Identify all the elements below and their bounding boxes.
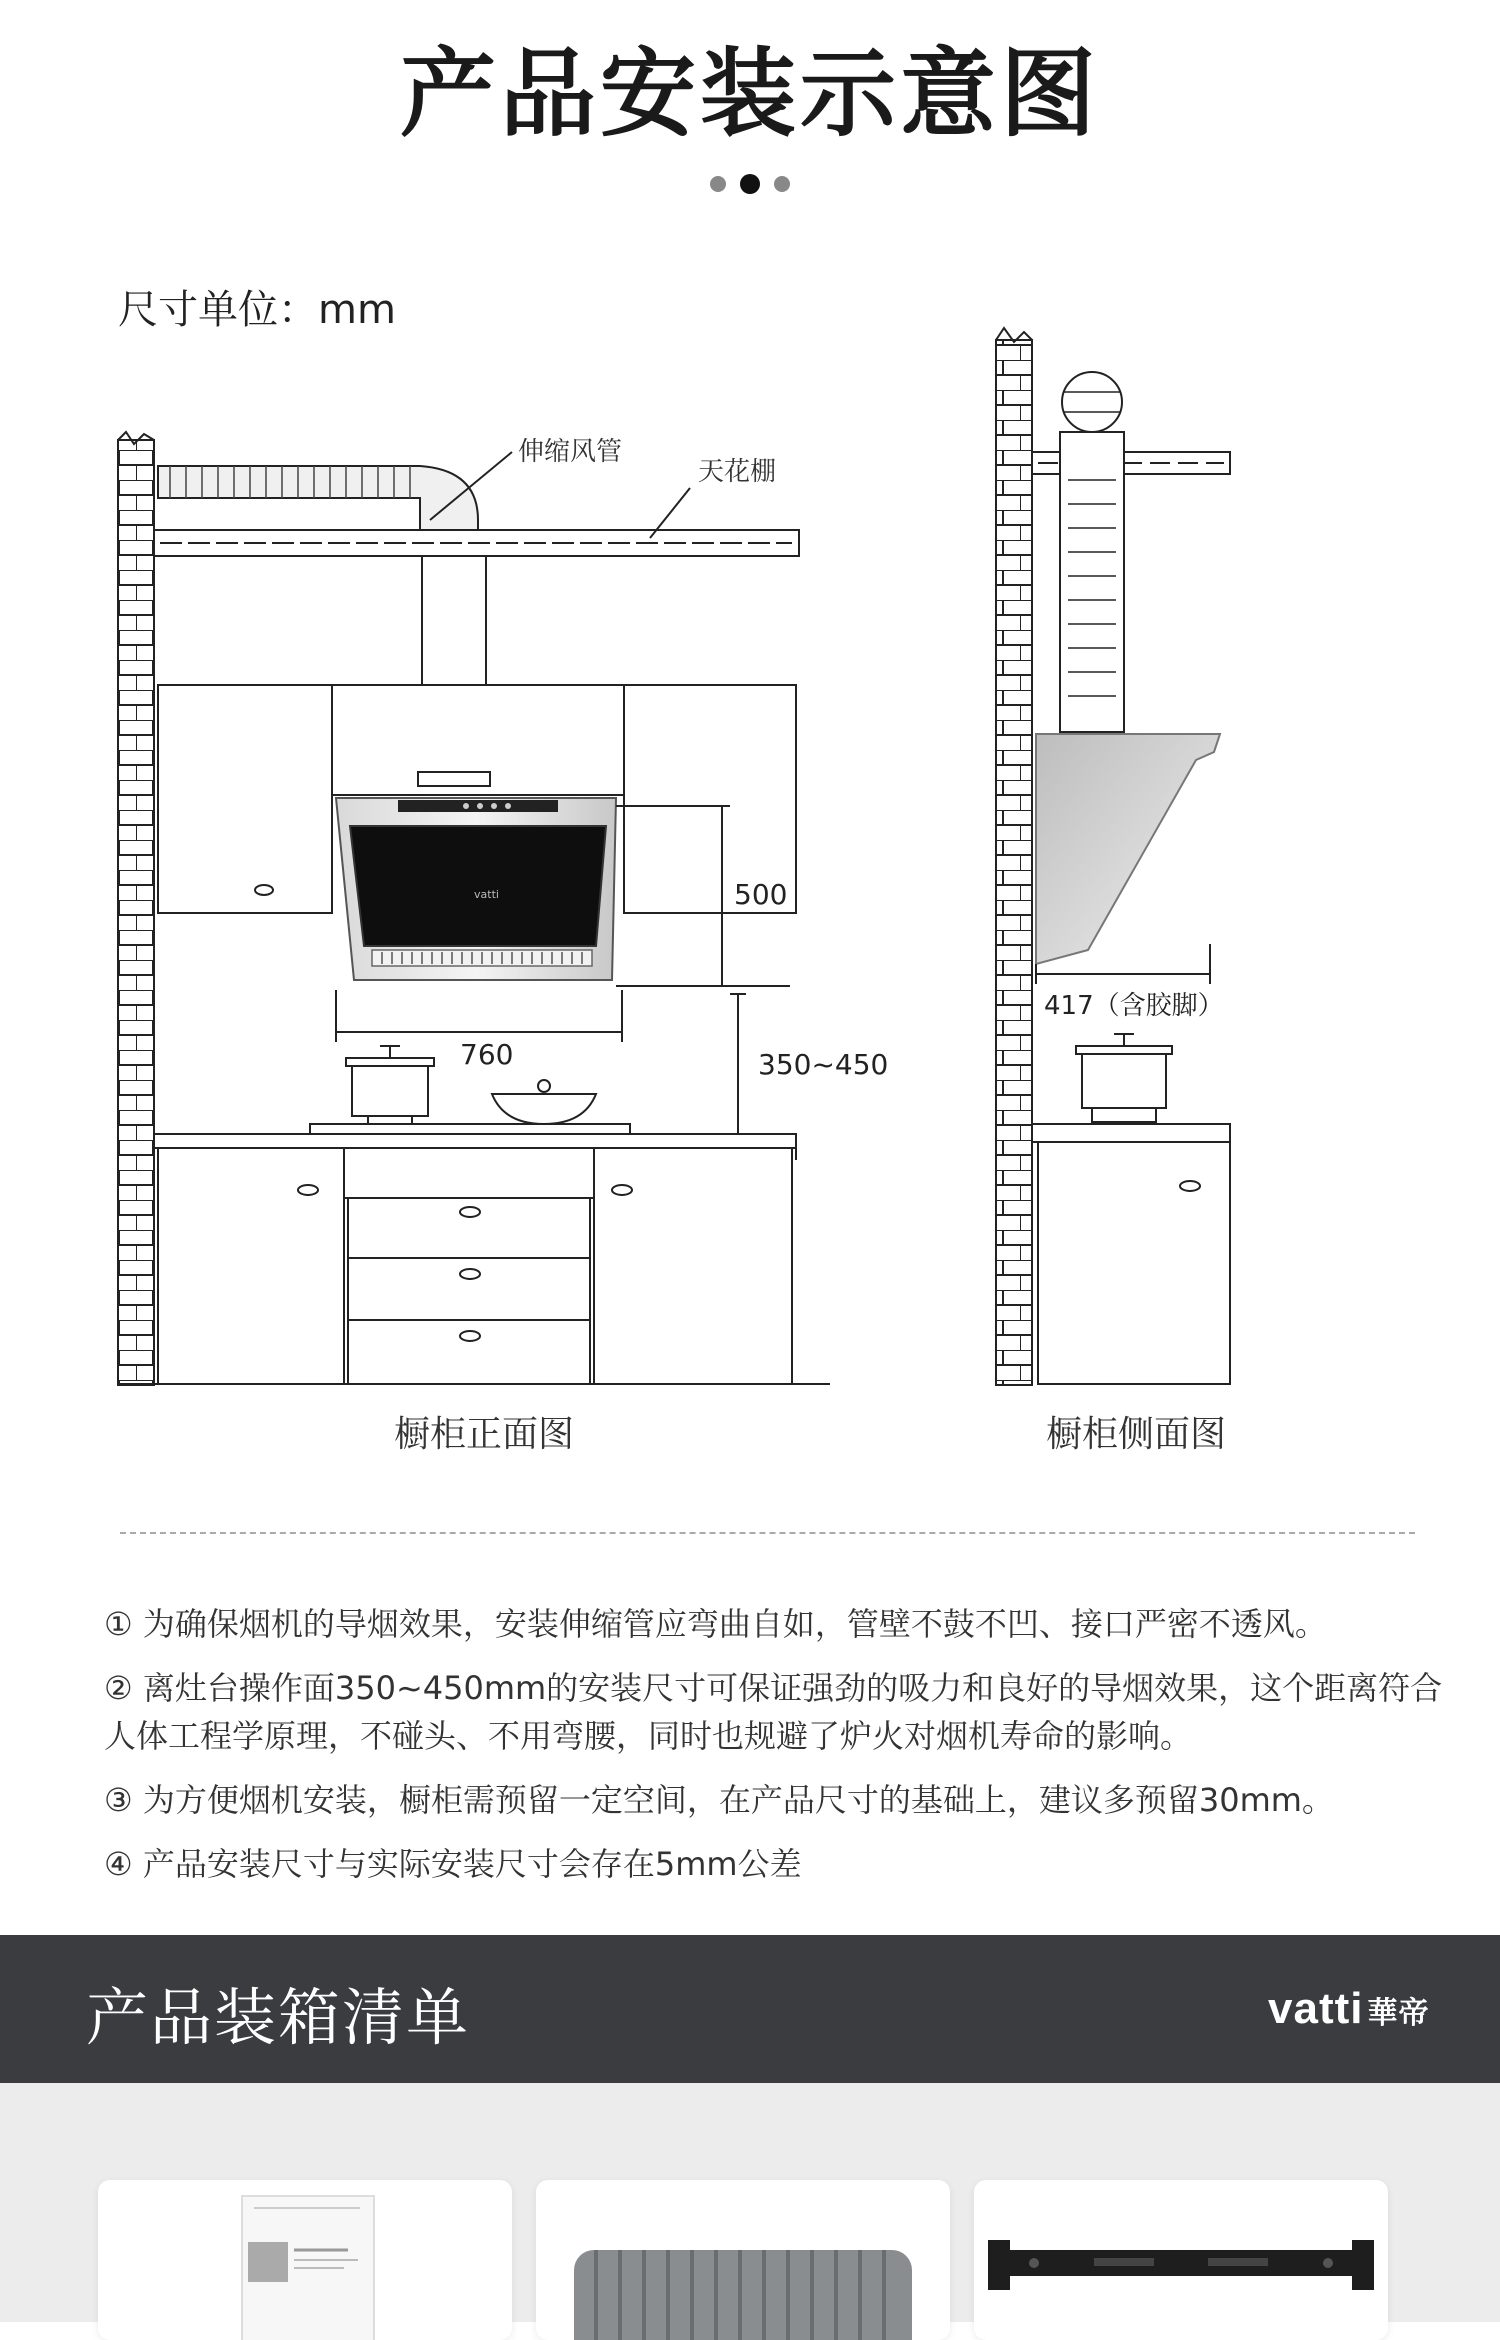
label-500: 500 <box>734 878 788 911</box>
label-760: 760 <box>460 1038 514 1071</box>
vatti-logo <box>1268 1984 1429 2034</box>
logo-cn: 華帝 <box>1367 1996 1430 2031</box>
side-countertop <box>1032 1124 1230 1142</box>
carousel-dot[interactable] <box>774 176 790 192</box>
dashed-divider <box>120 1532 1415 1534</box>
page-title: 产品安装示意图 <box>400 38 1100 150</box>
note-1: ① 为确保烟机的导烟效果，安装伸缩管应弯曲自如，管壁不鼓不凹、接口严密不透风。 <box>104 1605 1327 1643</box>
caption-front-view: 橱柜正面图 <box>394 1414 575 1455</box>
note-2: ② 离灶台操作面350~450mm的安装尺寸可保证强劲的吸力和良好的导烟效果，这个距离符合人体工程学原理，不碰头、不用弯腰，同时也规避了炉火对烟机寿命的影响。 <box>104 1669 1443 1755</box>
side-pot <box>1076 1034 1172 1122</box>
dim-350-450 <box>730 994 746 1134</box>
note-3: ③ 为方便烟机安装，橱柜需预留一定空间，在产品尺寸的基础上，建议多预留30mm。 <box>104 1781 1334 1819</box>
drawer-2 <box>348 1258 590 1320</box>
lower-cabinet-left <box>158 1148 344 1384</box>
duct-image <box>536 2180 950 2340</box>
pack-list-title: 产品装箱清单 <box>86 1981 471 2054</box>
install-notes <box>104 1600 1444 1904</box>
side-view <box>996 328 1230 1385</box>
upper-cabinet-left <box>158 685 332 913</box>
label-417: 417（含胶脚） <box>1044 991 1224 1021</box>
carousel-dot[interactable] <box>710 176 726 192</box>
front-view <box>118 432 888 1385</box>
side-chimney <box>1060 432 1124 732</box>
bracket-image <box>974 2180 1388 2340</box>
dim-760 <box>336 990 622 1042</box>
manual-image <box>98 2180 512 2340</box>
carousel-dots <box>0 176 1500 200</box>
label-ceiling: 天花棚 <box>698 457 777 487</box>
note-4: ④ 产品安装尺寸与实际安装尺寸会存在5mm公差 <box>104 1845 802 1883</box>
hood-glass-panel <box>350 826 606 946</box>
cooking-pot <box>346 1046 434 1124</box>
label-duct: 伸缩风管 <box>518 437 623 467</box>
installation-diagram <box>0 300 1500 1450</box>
unit-label: 尺寸单位：mm <box>118 287 396 333</box>
logo-en: vatti <box>1268 1984 1364 2033</box>
duct-section <box>1062 372 1122 432</box>
brick-wall-right <box>996 340 1032 1385</box>
countertop <box>154 1134 796 1148</box>
svg-text:vatti: vatti <box>474 888 499 901</box>
pack-item-bracket[interactable] <box>974 2180 1388 2340</box>
pack-item-duct[interactable] <box>536 2180 950 2340</box>
brick-wall-left <box>118 440 154 1385</box>
drawer-3 <box>348 1320 590 1384</box>
side-cabinet <box>1038 1142 1230 1384</box>
caption-side-view: 橱柜侧面图 <box>1046 1414 1227 1455</box>
lower-cabinet-right <box>594 1148 792 1384</box>
flex-duct <box>158 466 478 530</box>
carousel-dot-active[interactable] <box>740 174 760 194</box>
side-hood <box>1036 734 1220 964</box>
label-350-450: 350~450 <box>758 1048 889 1081</box>
gas-stove <box>310 1124 630 1134</box>
pack-item-manual[interactable] <box>98 2180 512 2340</box>
